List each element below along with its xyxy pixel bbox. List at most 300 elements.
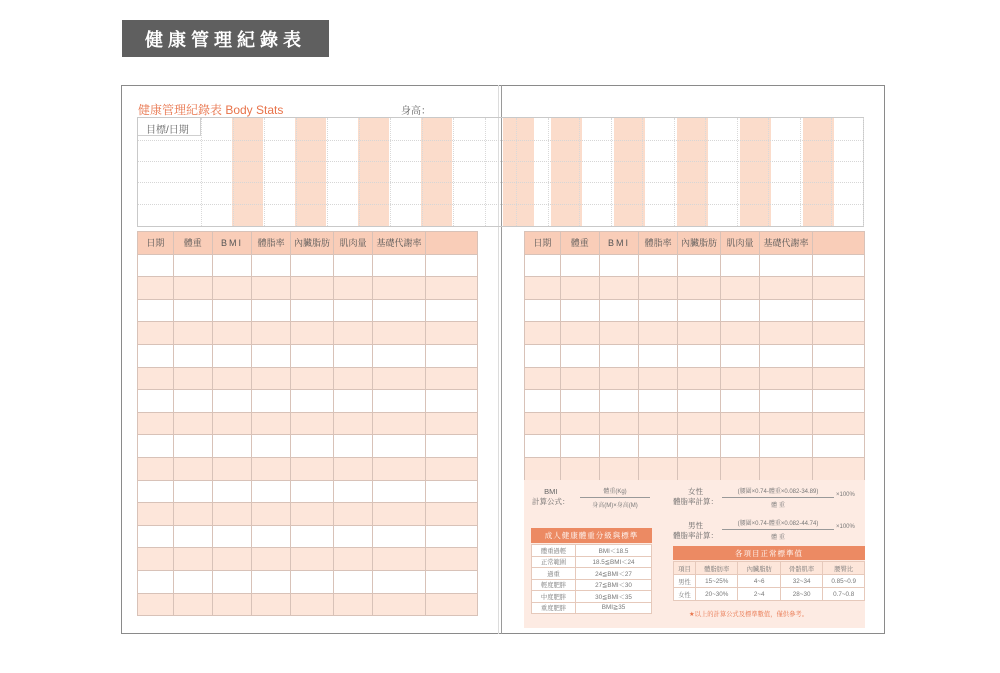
log-cell[interactable] <box>212 254 251 277</box>
log-cell[interactable] <box>813 390 865 413</box>
goal-col-line <box>548 118 549 226</box>
log-header-cell: BMI <box>599 232 638 255</box>
goal-row-line <box>138 140 863 141</box>
log-header-cell <box>426 232 478 255</box>
log-cell[interactable] <box>760 367 813 390</box>
female-formula-fraction <box>722 486 834 509</box>
log-cell[interactable] <box>333 322 372 345</box>
log-cell[interactable] <box>138 503 174 526</box>
log-cell[interactable] <box>639 457 678 480</box>
log-cell[interactable] <box>252 299 291 322</box>
log-cell[interactable] <box>639 344 678 367</box>
goal-label: 目標/日期 <box>146 125 189 136</box>
log-cell[interactable] <box>333 412 372 435</box>
log-row <box>138 412 478 435</box>
log-cell[interactable] <box>291 548 334 571</box>
norms-cell: 4~6 <box>738 575 780 588</box>
goal-col-line <box>422 118 423 226</box>
log-cell[interactable] <box>333 570 372 593</box>
log-cell[interactable] <box>373 525 426 548</box>
log-table-right <box>524 231 865 481</box>
log-row <box>525 367 865 390</box>
log-cell[interactable] <box>639 322 678 345</box>
goal-col-line <box>768 118 769 226</box>
log-cell[interactable] <box>333 593 372 616</box>
log-cell[interactable] <box>212 548 251 571</box>
log-cell[interactable] <box>212 503 251 526</box>
log-cell[interactable] <box>212 344 251 367</box>
log-cell[interactable] <box>720 344 759 367</box>
log-cell[interactable] <box>678 367 721 390</box>
log-header-cell: 體脂率 <box>252 232 291 255</box>
log-cell[interactable] <box>599 412 638 435</box>
log-cell[interactable] <box>212 412 251 435</box>
log-cell[interactable] <box>138 367 174 390</box>
log-cell[interactable] <box>639 412 678 435</box>
log-cell[interactable] <box>560 390 599 413</box>
log-cell[interactable] <box>760 299 813 322</box>
goal-row-line <box>138 204 863 205</box>
norms-header-row <box>674 562 865 575</box>
log-header-cell: 日期 <box>138 232 174 255</box>
log-cell[interactable] <box>138 435 174 458</box>
goal-col-line <box>705 118 706 226</box>
log-cell[interactable] <box>373 367 426 390</box>
log-cell[interactable] <box>291 457 334 480</box>
log-cell[interactable] <box>138 525 174 548</box>
log-cell[interactable] <box>291 480 334 503</box>
log-cell[interactable] <box>599 457 638 480</box>
log-cell[interactable] <box>333 435 372 458</box>
log-cell[interactable] <box>173 435 212 458</box>
log-cell[interactable] <box>426 525 478 548</box>
log-cell[interactable] <box>678 299 721 322</box>
log-cell[interactable] <box>525 412 561 435</box>
goal-stripe <box>551 118 582 226</box>
log-cell[interactable] <box>426 570 478 593</box>
log-cell[interactable] <box>212 570 251 593</box>
log-cell[interactable] <box>373 277 426 300</box>
log-cell[interactable] <box>426 254 478 277</box>
log-cell[interactable] <box>173 480 212 503</box>
log-cell[interactable] <box>426 503 478 526</box>
bmi-standard-row <box>532 545 652 557</box>
goal-col-line <box>611 118 612 226</box>
log-cell[interactable] <box>291 390 334 413</box>
log-cell[interactable] <box>138 570 174 593</box>
log-cell[interactable] <box>252 322 291 345</box>
log-cell[interactable] <box>639 435 678 458</box>
log-cell[interactable] <box>525 390 561 413</box>
log-cell[interactable] <box>173 322 212 345</box>
log-row <box>138 480 478 503</box>
log-cell[interactable] <box>813 322 865 345</box>
norms-header-cell: 腰臀比 <box>823 562 865 575</box>
log-cell[interactable] <box>138 457 174 480</box>
log-cell[interactable] <box>291 570 334 593</box>
log-cell[interactable] <box>720 299 759 322</box>
log-cell[interactable] <box>291 344 334 367</box>
log-cell[interactable] <box>560 367 599 390</box>
log-cell[interactable] <box>333 548 372 571</box>
log-cell[interactable] <box>720 254 759 277</box>
norms-header-cell: 項目 <box>674 562 696 575</box>
log-cell[interactable] <box>813 277 865 300</box>
log-cell[interactable] <box>252 503 291 526</box>
log-cell[interactable] <box>212 277 251 300</box>
log-cell[interactable] <box>212 322 251 345</box>
log-cell[interactable] <box>291 435 334 458</box>
log-cell[interactable] <box>252 254 291 277</box>
log-cell[interactable] <box>813 254 865 277</box>
log-cell[interactable] <box>599 254 638 277</box>
log-cell[interactable] <box>426 593 478 616</box>
log-cell[interactable] <box>678 322 721 345</box>
log-cell[interactable] <box>525 367 561 390</box>
bmi-standard-range: BMI＜18.5 <box>576 545 652 557</box>
log-cell[interactable] <box>813 412 865 435</box>
log-cell[interactable] <box>173 277 212 300</box>
log-cell[interactable] <box>373 435 426 458</box>
log-cell[interactable] <box>639 254 678 277</box>
log-cell[interactable] <box>252 593 291 616</box>
log-cell[interactable] <box>525 435 561 458</box>
log-cell[interactable] <box>373 254 426 277</box>
log-cell[interactable] <box>639 390 678 413</box>
log-cell[interactable] <box>138 390 174 413</box>
log-cell[interactable] <box>426 344 478 367</box>
log-row <box>525 254 865 277</box>
log-cell[interactable] <box>426 277 478 300</box>
log-cell[interactable] <box>373 548 426 571</box>
log-cell[interactable] <box>212 367 251 390</box>
bmi-standard-category: 輕度肥胖 <box>532 579 576 591</box>
log-cell[interactable] <box>560 344 599 367</box>
log-cell[interactable] <box>252 344 291 367</box>
log-cell[interactable] <box>173 299 212 322</box>
log-cell[interactable] <box>173 367 212 390</box>
log-header-cell: 肌肉量 <box>720 232 759 255</box>
log-cell[interactable] <box>252 412 291 435</box>
log-cell[interactable] <box>760 457 813 480</box>
male-denominator: 體 重 <box>771 535 785 541</box>
goal-col-line <box>296 118 297 226</box>
log-cell[interactable] <box>813 435 865 458</box>
log-cell[interactable] <box>639 367 678 390</box>
log-cell[interactable] <box>173 548 212 571</box>
male-formula-label: 男性 體脂率計算： <box>673 521 718 540</box>
norms-row <box>674 575 865 588</box>
bmi-standard-category: 中度肥胖 <box>532 591 576 603</box>
log-cell[interactable] <box>173 593 212 616</box>
log-cell[interactable] <box>813 367 865 390</box>
log-cell[interactable] <box>212 390 251 413</box>
log-cell[interactable] <box>760 344 813 367</box>
log-cell[interactable] <box>525 299 561 322</box>
log-cell[interactable] <box>426 412 478 435</box>
goal-stripe <box>803 118 834 226</box>
log-cell[interactable] <box>426 480 478 503</box>
log-cell[interactable] <box>212 480 251 503</box>
bmi-standard-range: 18.5≦BMI＜24 <box>576 556 652 568</box>
log-cell[interactable] <box>138 322 174 345</box>
log-cell[interactable] <box>525 254 561 277</box>
goal-col-line <box>737 118 738 226</box>
log-cell[interactable] <box>173 254 212 277</box>
log-cell[interactable] <box>252 548 291 571</box>
log-cell[interactable] <box>252 367 291 390</box>
log-cell[interactable] <box>720 277 759 300</box>
log-cell[interactable] <box>760 277 813 300</box>
log-cell[interactable] <box>560 457 599 480</box>
log-cell[interactable] <box>291 412 334 435</box>
log-row <box>525 435 865 458</box>
log-header-cell: 日期 <box>525 232 561 255</box>
log-cell[interactable] <box>813 457 865 480</box>
log-cell[interactable] <box>560 254 599 277</box>
log-cell[interactable] <box>599 435 638 458</box>
goal-col-line <box>327 118 328 226</box>
log-cell[interactable] <box>138 254 174 277</box>
log-header-cell <box>813 232 865 255</box>
log-cell[interactable] <box>333 367 372 390</box>
log-cell[interactable] <box>760 390 813 413</box>
log-cell[interactable] <box>373 412 426 435</box>
log-cell[interactable] <box>291 593 334 616</box>
bmi-standard-row <box>532 591 652 603</box>
log-cell[interactable] <box>173 412 212 435</box>
log-cell[interactable] <box>373 457 426 480</box>
log-row <box>525 344 865 367</box>
bmi-standard-range: 30≦BMI＜35 <box>576 591 652 603</box>
goal-col-line <box>233 118 234 226</box>
goal-col-line <box>642 118 643 226</box>
goal-row-line <box>138 161 863 162</box>
log-row <box>138 277 478 300</box>
log-cell[interactable] <box>333 299 372 322</box>
log-header-cell: 肌肉量 <box>333 232 372 255</box>
goal-col-line <box>516 118 517 226</box>
log-cell[interactable] <box>426 548 478 571</box>
log-cell[interactable] <box>138 299 174 322</box>
log-cell[interactable] <box>291 277 334 300</box>
log-cell[interactable] <box>720 322 759 345</box>
log-cell[interactable] <box>252 480 291 503</box>
log-cell[interactable] <box>639 277 678 300</box>
female-formula-suffix: ×100% <box>836 492 855 498</box>
log-cell[interactable] <box>426 457 478 480</box>
bmi-standard-row <box>532 568 652 580</box>
log-cell[interactable] <box>291 254 334 277</box>
log-header-cell: 體脂率 <box>639 232 678 255</box>
log-cell[interactable] <box>173 570 212 593</box>
log-cell[interactable] <box>720 457 759 480</box>
log-cell[interactable] <box>138 480 174 503</box>
log-header-cell: 基礎代謝率 <box>760 232 813 255</box>
log-cell[interactable] <box>252 277 291 300</box>
page-banner: 健康管理紀錄表 <box>122 20 329 57</box>
log-cell[interactable] <box>333 254 372 277</box>
log-cell[interactable] <box>373 570 426 593</box>
log-cell[interactable] <box>333 525 372 548</box>
bmi-standard-range: 24≦BMI＜27 <box>576 568 652 580</box>
log-cell[interactable] <box>333 503 372 526</box>
log-cell[interactable] <box>760 322 813 345</box>
log-cell[interactable] <box>678 390 721 413</box>
log-cell[interactable] <box>599 299 638 322</box>
norms-cell: 男性 <box>674 575 696 588</box>
log-header-cell: 體重 <box>173 232 212 255</box>
male-formula-suffix: ×100% <box>836 524 855 530</box>
log-cell[interactable] <box>720 435 759 458</box>
log-cell[interactable] <box>560 412 599 435</box>
log-cell[interactable] <box>720 412 759 435</box>
log-cell[interactable] <box>760 254 813 277</box>
log-cell[interactable] <box>333 457 372 480</box>
log-header-cell: 內臟脂肪 <box>678 232 721 255</box>
log-cell[interactable] <box>291 299 334 322</box>
bmi-standard-range: BMI≧35 <box>576 602 652 614</box>
log-cell[interactable] <box>212 457 251 480</box>
log-row <box>138 570 478 593</box>
log-cell[interactable] <box>138 277 174 300</box>
log-cell[interactable] <box>173 344 212 367</box>
goal-stripe <box>232 118 263 226</box>
norms-cell: 20~30% <box>696 588 738 601</box>
male-formula-fraction <box>722 518 834 541</box>
log-cell[interactable] <box>212 435 251 458</box>
log-cell[interactable] <box>760 412 813 435</box>
bmi-formula-label: BMI 計算公式： <box>532 487 570 506</box>
log-cell[interactable] <box>678 412 721 435</box>
goal-col-line <box>359 118 360 226</box>
log-cell[interactable] <box>212 299 251 322</box>
log-cell[interactable] <box>291 525 334 548</box>
goal-col-line <box>485 118 486 226</box>
goal-stripe <box>295 118 326 226</box>
log-cell[interactable] <box>813 344 865 367</box>
log-cell[interactable] <box>291 322 334 345</box>
log-cell[interactable] <box>173 525 212 548</box>
log-cell[interactable] <box>678 277 721 300</box>
log-cell[interactable] <box>678 254 721 277</box>
norms-cell: 0.85~0.9 <box>823 575 865 588</box>
log-cell[interactable] <box>173 390 212 413</box>
log-cell[interactable] <box>813 299 865 322</box>
log-cell[interactable] <box>599 344 638 367</box>
bmi-standards-title: 成人健康體重分級與標準 <box>531 528 652 543</box>
height-label: 身高： <box>401 106 431 117</box>
log-cell[interactable] <box>333 390 372 413</box>
log-cell[interactable] <box>599 367 638 390</box>
bmi-standard-row <box>532 579 652 591</box>
norms-table <box>673 561 865 601</box>
log-cell[interactable] <box>560 322 599 345</box>
log-header-cell: 基礎代謝率 <box>373 232 426 255</box>
log-cell[interactable] <box>212 593 251 616</box>
log-cell[interactable] <box>720 367 759 390</box>
log-cell[interactable] <box>678 344 721 367</box>
log-cell[interactable] <box>426 299 478 322</box>
log-cell[interactable] <box>373 593 426 616</box>
log-cell[interactable] <box>373 390 426 413</box>
log-cell[interactable] <box>138 548 174 571</box>
log-cell[interactable] <box>560 277 599 300</box>
norms-cell: 0.7~0.8 <box>823 588 865 601</box>
log-cell[interactable] <box>333 344 372 367</box>
goal-stripe <box>503 118 534 226</box>
log-cell[interactable] <box>373 480 426 503</box>
log-cell[interactable] <box>525 322 561 345</box>
log-row <box>138 435 478 458</box>
log-cell[interactable] <box>525 344 561 367</box>
log-cell[interactable] <box>426 322 478 345</box>
log-cell[interactable] <box>212 525 251 548</box>
log-cell[interactable] <box>373 344 426 367</box>
log-cell[interactable] <box>599 277 638 300</box>
log-cell[interactable] <box>373 503 426 526</box>
log-cell[interactable] <box>333 480 372 503</box>
log-cell[interactable] <box>426 435 478 458</box>
norms-cell: 28~30 <box>780 588 822 601</box>
norms-cell: 15~25% <box>696 575 738 588</box>
log-cell[interactable] <box>173 457 212 480</box>
bmi-standard-range: 27≦BMI＜30 <box>576 579 652 591</box>
bmi-standard-category: 過重 <box>532 568 576 580</box>
log-cell[interactable] <box>173 503 212 526</box>
log-row <box>138 548 478 571</box>
log-cell[interactable] <box>599 322 638 345</box>
log-cell[interactable] <box>639 299 678 322</box>
norms-title: 各項目正常標準值 <box>673 546 865 560</box>
log-cell[interactable] <box>252 570 291 593</box>
log-row <box>525 457 865 480</box>
log-cell[interactable] <box>678 435 721 458</box>
log-cell[interactable] <box>678 457 721 480</box>
log-cell[interactable] <box>426 390 478 413</box>
log-cell[interactable] <box>525 457 561 480</box>
log-cell[interactable] <box>291 367 334 390</box>
log-cell[interactable] <box>426 367 478 390</box>
goal-col-line <box>831 118 832 226</box>
log-row <box>138 254 478 277</box>
log-cell[interactable] <box>599 390 638 413</box>
bmi-standard-row <box>532 602 652 614</box>
log-cell[interactable] <box>720 390 759 413</box>
log-cell[interactable] <box>560 435 599 458</box>
log-cell[interactable] <box>252 457 291 480</box>
norms-cell: 2~4 <box>738 588 780 601</box>
log-cell[interactable] <box>138 593 174 616</box>
log-cell[interactable] <box>138 412 174 435</box>
female-formula-label: 女性 體脂率計算： <box>673 487 718 506</box>
log-cell[interactable] <box>291 503 334 526</box>
log-table-left <box>137 231 478 616</box>
log-cell[interactable] <box>252 390 291 413</box>
norms-cell: 女性 <box>674 588 696 601</box>
log-cell[interactable] <box>560 299 599 322</box>
log-cell[interactable] <box>333 277 372 300</box>
log-cell[interactable] <box>525 277 561 300</box>
log-cell[interactable] <box>252 435 291 458</box>
log-header-cell: 體重 <box>560 232 599 255</box>
log-cell[interactable] <box>252 525 291 548</box>
log-cell[interactable] <box>373 322 426 345</box>
bmi-standards-table <box>531 544 652 614</box>
log-cell[interactable] <box>138 344 174 367</box>
log-cell[interactable] <box>760 435 813 458</box>
log-cell[interactable] <box>373 299 426 322</box>
